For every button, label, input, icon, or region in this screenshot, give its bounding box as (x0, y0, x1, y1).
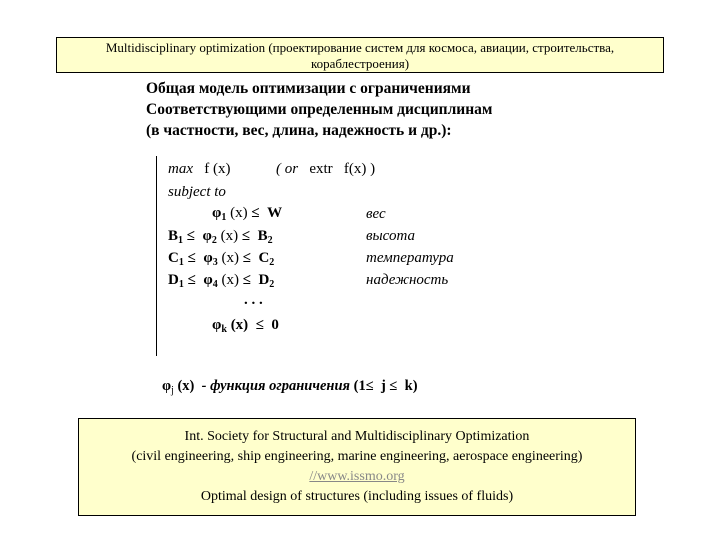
le-symbol: ≤ (365, 378, 374, 394)
constraint-label-3: температура (366, 250, 454, 266)
lhs-subscript: 1 (178, 235, 184, 246)
lhs-subscript: 1 (178, 279, 184, 290)
arg-x: (x) (177, 378, 195, 394)
phi-symbol: φ (212, 205, 222, 221)
le-symbol: ≤ (255, 317, 264, 333)
subject-to: subject to (168, 184, 226, 200)
phi-symbol: φ (203, 250, 213, 266)
le-symbol: ≤ (187, 250, 196, 266)
top-banner (56, 37, 664, 73)
range-close: k) (404, 378, 418, 394)
ellipsis: . . . (244, 292, 263, 308)
phi-subscript: 3 (212, 257, 218, 268)
range-open: (1 (353, 378, 366, 394)
le-symbol: ≤ (242, 250, 251, 266)
constraint-label-2: высота (366, 228, 415, 244)
constraint-rhs: 0 (271, 317, 279, 333)
bracket-line (156, 156, 157, 356)
phi-subscript: k (221, 324, 227, 335)
le-symbol: ≤ (241, 228, 251, 244)
issmo-fields: (civil engineering, ship engineering, marine engineering, aerospace engineering) (131, 449, 583, 464)
range-j: j (380, 378, 386, 394)
objective-alt (276, 161, 375, 178)
arg-x: (x) (220, 228, 239, 244)
constraint-rhs: C (258, 250, 270, 266)
constraint-label-4: надежность (366, 272, 449, 288)
le-symbol: ≤ (251, 205, 260, 221)
phi-subscript: 2 (211, 235, 217, 246)
phi-symbol: φ (202, 228, 212, 244)
le-symbol: ≤ (186, 228, 195, 244)
constraint-row-2 (168, 228, 273, 246)
phi-symbol: φ (162, 378, 172, 394)
extr-keyword: extr (309, 161, 333, 177)
or-keyword: ( or (276, 161, 299, 177)
le-symbol: ≤ (389, 378, 398, 394)
arg-x: (x) (221, 272, 239, 288)
rhs-subscript: 2 (269, 279, 275, 290)
objective-row (168, 161, 231, 178)
rhs-subscript: 2 (269, 257, 275, 268)
max-keyword: max (168, 161, 193, 177)
phi-subscript: 1 (221, 212, 227, 223)
issmo-info-box (78, 418, 636, 516)
constraint-row-k (212, 317, 279, 335)
constraint-label-1: вес (366, 206, 386, 222)
arg-x: (x) (230, 317, 249, 333)
phi-subscript: j (171, 385, 174, 396)
banner-line-2: кораблестроения) (310, 56, 410, 71)
le-symbol: ≤ (187, 272, 196, 288)
arg-x: (x) (230, 205, 248, 221)
issmo-link[interactable]: //www.issmo.org (309, 469, 405, 484)
constraint-row-1 (212, 205, 282, 223)
le-symbol: ≤ (242, 272, 251, 288)
definition-text: - функция ограничения (201, 378, 351, 394)
constraint-lhs: B (168, 228, 179, 244)
constraint-row-3 (168, 250, 274, 268)
issmo-title: Int. Society for Structural and Multidisciplinary Optimization (184, 429, 530, 444)
heading-line-1: Общая модель оптимизации с ограничениями (146, 80, 471, 97)
constraint-row-4 (168, 272, 274, 290)
constraint-lhs: C (168, 250, 179, 266)
objective-fx-alt: f(x) ) (343, 161, 376, 177)
arg-x: (x) (221, 250, 239, 266)
phi-symbol: φ (212, 317, 222, 333)
lhs-subscript: 1 (178, 257, 184, 268)
phi-subscript: 4 (212, 279, 218, 290)
banner-line-1: Multidisciplinary optimization (проектирование систем для космоса, авиации, строительства, (105, 40, 615, 55)
heading-line-2: Соответствующими определенным дисциплинам (146, 101, 493, 118)
definition-row (162, 378, 418, 396)
constraint-rhs: B (257, 228, 268, 244)
constraint-lhs: D (168, 272, 179, 288)
constraint-rhs: W (267, 205, 283, 221)
heading-line-3: (в частности, вес, длина, надежность и др.): (146, 122, 452, 139)
constraint-rhs: D (258, 272, 270, 288)
rhs-subscript: 2 (267, 235, 273, 246)
model-heading (146, 78, 586, 141)
objective-fx: f (x) (204, 161, 231, 177)
phi-symbol: φ (203, 272, 213, 288)
issmo-structures: Optimal design of structures (including issues of fluids) (200, 489, 514, 504)
